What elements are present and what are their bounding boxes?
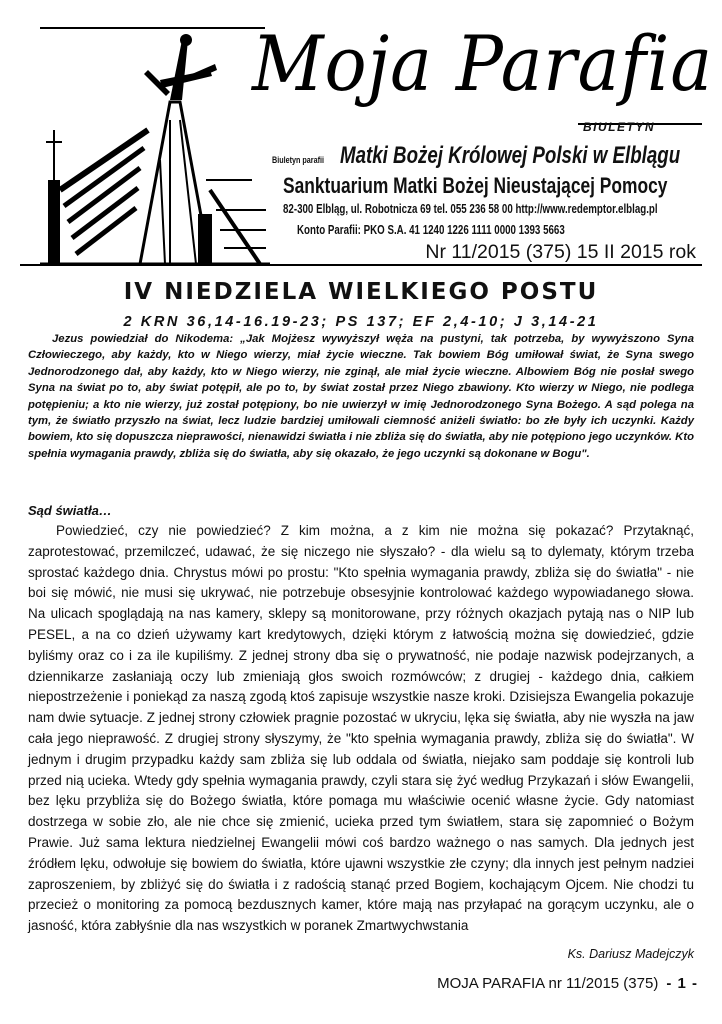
gospel-text: Jezus powiedział do Nikodema: „Jak Mojżesz wywyższył węża na pustyni, tak potrzeba, by wywyższono Syna Człowieczego, aby każdy, kto w Niego wierzy, miał życie wieczne. Tak bowiem Bóg umiłował świat, że Syna swego Jednorodzonego dał, aby każdy, kto w Niego wierzy, nie zginął, ale miał życie wieczne. Albowiem Bóg nie posłał swego Syna na świat po to, aby świat potępił, ale po to, by świat został przez Niego zbawiony. Kto wierzy w Niego, nie podlega potępieniu; a kto nie wierzy, już został potępiony, bo nie uwierzył w imię Jednorodzonego Syna Bożego. A sąd polega na tym, że światło przyszło na świat, lecz ludzie bardziej umiłowali ciemność aniżeli światło: bo złe były ich uczynki. Każdy bowiem, kto się dopuszcza nieprawości, nienawidzi światła i nie zbliża się do światła, aby nie potępiono jego uczynków. Kto spełnia wymagania prawdy, zbliża się do światła, aby się okazało, że jego uczynki są dokonane w Bogu".	[28, 333, 694, 460]
masthead	[0, 0, 722, 270]
sunday-title: IV NIEDZIELA WIELKIEGO POSTU	[123, 279, 599, 305]
biuletyn-label: BIULETYN	[583, 120, 655, 134]
church-logo-icon	[20, 30, 270, 265]
page-footer	[437, 974, 698, 994]
footer-text: MOJA PARAFIA nr 11/2015 (375)	[437, 975, 659, 992]
issue-number: Nr 11/2015 (375) 15 II 2015 rok	[425, 241, 696, 263]
readings-reference: 2 KRN 36,14-16.19-23; PS 137; EF 2,4-10; J 3,14-21	[123, 314, 599, 330]
sanctuary-name: Sanktuarium Matki Bożej Nieustającej Pomocy	[283, 173, 668, 198]
article-heading: Sąd światła…	[28, 503, 112, 518]
top-rule	[40, 27, 265, 29]
article-body: Powiedzieć, czy nie powiedzieć? Z kim można, a z kim nie można się pokazać? Przytaknąć, zaprotestować, przemilczeć, udawać, że się niczego nie słyszało? - dla wielu są to dylematy, którym trzeba sprostać każdego dnia. Chrystus mówi po prostu: "Kto spełnia wymagania prawdy, zbliża się do światła" - nie boi się mówić, nie musi się ukrywać, nie potrzebuje obsesyjnie kontrolować każdego wypowiadanego słowa. Na ulicach spoglądają na nas kamery, sklepy są monitorowane, przy różnych okazjach pytają nas o NIP lub PESEL, a na co dzień używamy kart kredytowych, dzięki którym z łatwością można się dowiedzieć, gdzie byliśmy oraz co i za ile kupiliśmy. Z jednej strony dba się o prywatność, nie podaje nazwisk podejrzanych, a dziennikarze zasłaniają oczy lub zmieniają głos swoich rozmówców; z drugiej - każdego dnia, całkiem niepostrzeżenie i poniekąd za naszą zgodą ktoś zapisuje wszystkie nasze kroki. Dzisiejsza Ewangelia pokazuje nam dwie sytuacje. Z jednej strony człowiek pragnie pozostać w ukryciu, lęka się światła, aby nie wyszła na jaw cała jego nieprawość. Z drugiej strony słyszymy, że "kto spełnia wymagania prawdy, zbliża się do światła". W jednym i drugim przypadku każdy sam zbliża się lub oddala od światła, niejako sam poddaje się kontroli lub przed nią ucieka. Wtedy gdy spełnia wymagania prawdy, czyli stara się żyć według Przykazań i słów Ewangelii, bez lęku przybliża się do Bożego światła, które pomaga mu właściwie ocenić własne życie. Gdy natomiast dostrzega w sobie zło, ale nie chce się zmienić, ucieka przed tym światłem, stara się zapomnieć o Bożym Prawie. Już sama lektura niedzielnej Ewangelii mówi coś bardzo ważnego o nas samych. Dla jednych jest źródłem lęku, odwołuje się bowiem do światła, które ujawni wszystkie złe czyny; dla innych jest pełnym nadziei zaproszeniem, by zbliżyć się do światła i z radością stanąć przed Bogiem, kochającym Ojcem. Nie chodzi tu przecież o monitoring za pomocą bezdusznych kamer, które mają nas przyłapać na gorącym uczynku, ale o jasność, która zabłyśnie dla nas wszystkich w poranek Zmartwychwstania	[28, 523, 694, 934]
address-line: 82-300 Elbląg, ul. Robotnicza 69 tel. 055 236 58 00 http://www.redemptor.elblag.pl	[283, 202, 658, 216]
parish-name: Matki Bożej Królowej Polski w Elblągu	[340, 142, 681, 169]
article-author: Ks. Dariusz Madejczyk	[567, 947, 694, 961]
page-number: - 1 -	[666, 975, 698, 992]
biuletyn-parafii-label: Biuletyn parafii	[272, 155, 325, 165]
account-line: Konto Parafii: PKO S.A. 41 1240 1226 1111 0000 1393 5663	[297, 223, 565, 237]
newsletter-title: Moja Parafia	[252, 19, 713, 108]
masthead-rule	[20, 264, 702, 266]
